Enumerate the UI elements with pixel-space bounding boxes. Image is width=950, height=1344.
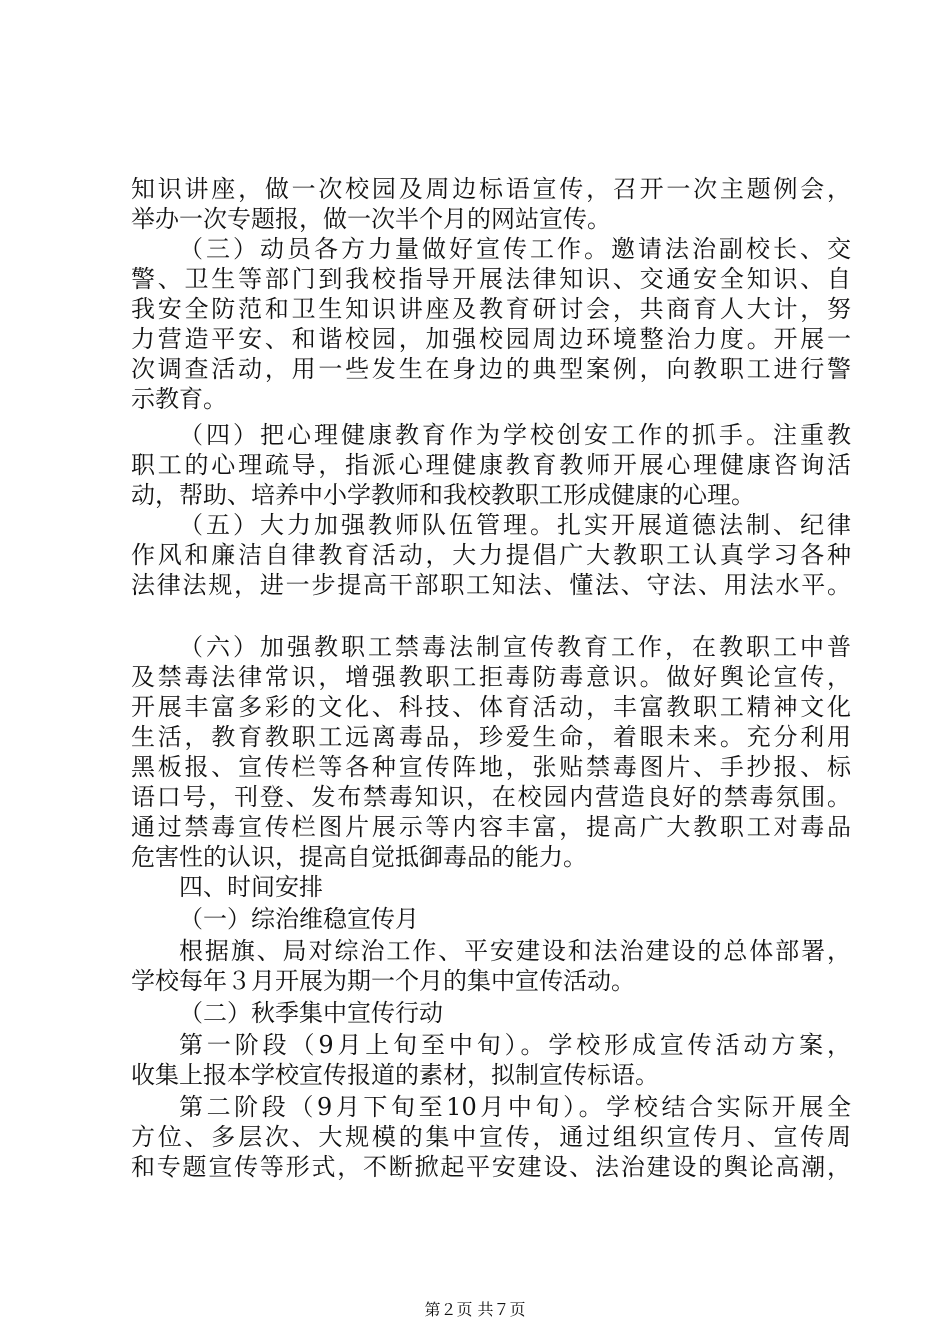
section-heading: 四、时间安排 <box>179 873 323 901</box>
text-line: 力营造平安、和谐校园，加强校园周边环境整治力度。开展一 <box>131 325 851 353</box>
text-line: 示教育。 <box>131 385 227 413</box>
text-line: （四）把心理健康教育作为学校创安工作的抓手。注重教 <box>179 421 851 449</box>
text-line: 及禁毒法律常识，增强教职工拒毒防毒意识。做好舆论宣传， <box>131 663 851 691</box>
text-line: 方位、多层次、大规模的集中宣传，通过组织宣传月、宣传周 <box>131 1123 851 1151</box>
text-line: 和专题宣传等形式，不断掀起平安建设、法治建设的舆论高潮， <box>131 1153 851 1181</box>
text-line: 开展丰富多彩的文化、科技、体育活动，丰富教职工精神文化 <box>131 693 851 721</box>
text-line: （六）加强教职工禁毒法制宣传教育工作，在教职工中普 <box>179 633 851 661</box>
text-line: 动，帮助、培养中小学教师和我校教职工形成健康的心理。 <box>131 481 755 509</box>
text-line: 第一阶段（9月上旬至中旬）。学校形成宣传活动方案， <box>179 1031 851 1059</box>
text-line: 警、卫生等部门到我校指导开展法律知识、交通安全知识、自 <box>131 265 851 293</box>
subsection-heading: （二）秋季集中宣传行动 <box>179 999 443 1027</box>
subsection-heading: （一）综治维稳宣传月 <box>179 905 419 933</box>
text-line: 黑板报、宣传栏等各种宣传阵地，张贴禁毒图片、手抄报、标 <box>131 753 851 781</box>
text-line: 我安全防范和卫生知识讲座及教育研讨会，共商育人大计，努 <box>131 295 851 323</box>
text-line: 生活，教育教职工远离毒品，珍爱生命，着眼未来。充分利用 <box>131 723 851 751</box>
text-line: 法律法规，进一步提高干部职工知法、懂法、守法、用法水平。 <box>131 571 851 599</box>
text-line: （五）大力加强教师队伍管理。扎实开展道德法制、纪律 <box>179 511 851 539</box>
text-line: 作风和廉洁自律教育活动，大力提倡广大教职工认真学习各种 <box>131 541 851 569</box>
text-line: （三）动员各方力量做好宣传工作。邀请法治副校长、交 <box>179 235 851 263</box>
text-line: 举办一次专题报，做一次半个月的网站宣传。 <box>131 205 611 233</box>
page-number-footer: 第２页 共７页 <box>424 1300 526 1319</box>
text-line: 根据旗、局对综治工作、平安建设和法治建设的总体部署， <box>179 937 851 965</box>
text-line: 第二阶段（9月下旬至10月中旬）。学校结合实际开展全 <box>179 1093 851 1121</box>
text-line: 知识讲座，做一次校园及周边标语宣传，召开一次主题例会， <box>131 175 851 203</box>
text-line: 职工的心理疏导，指派心理健康教育教师开展心理健康咨询活 <box>131 451 851 479</box>
text-line: 通过禁毒宣传栏图片展示等内容丰富，提高广大教职工对毒品 <box>131 813 851 841</box>
text-line: 次调查活动，用一些发生在身边的典型案例，向教职工进行警 <box>131 355 851 383</box>
text-line: 语口号，刊登、发布禁毒知识，在校园内营造良好的禁毒氛围。 <box>131 783 851 811</box>
text-line: 学校每年３月开展为期一个月的集中宣传活动。 <box>131 967 635 995</box>
text-line: 危害性的认识，提高自觉抵御毒品的能力。 <box>131 843 587 871</box>
text-line: 收集上报本学校宣传报道的素材，拟制宣传标语。 <box>131 1061 659 1089</box>
